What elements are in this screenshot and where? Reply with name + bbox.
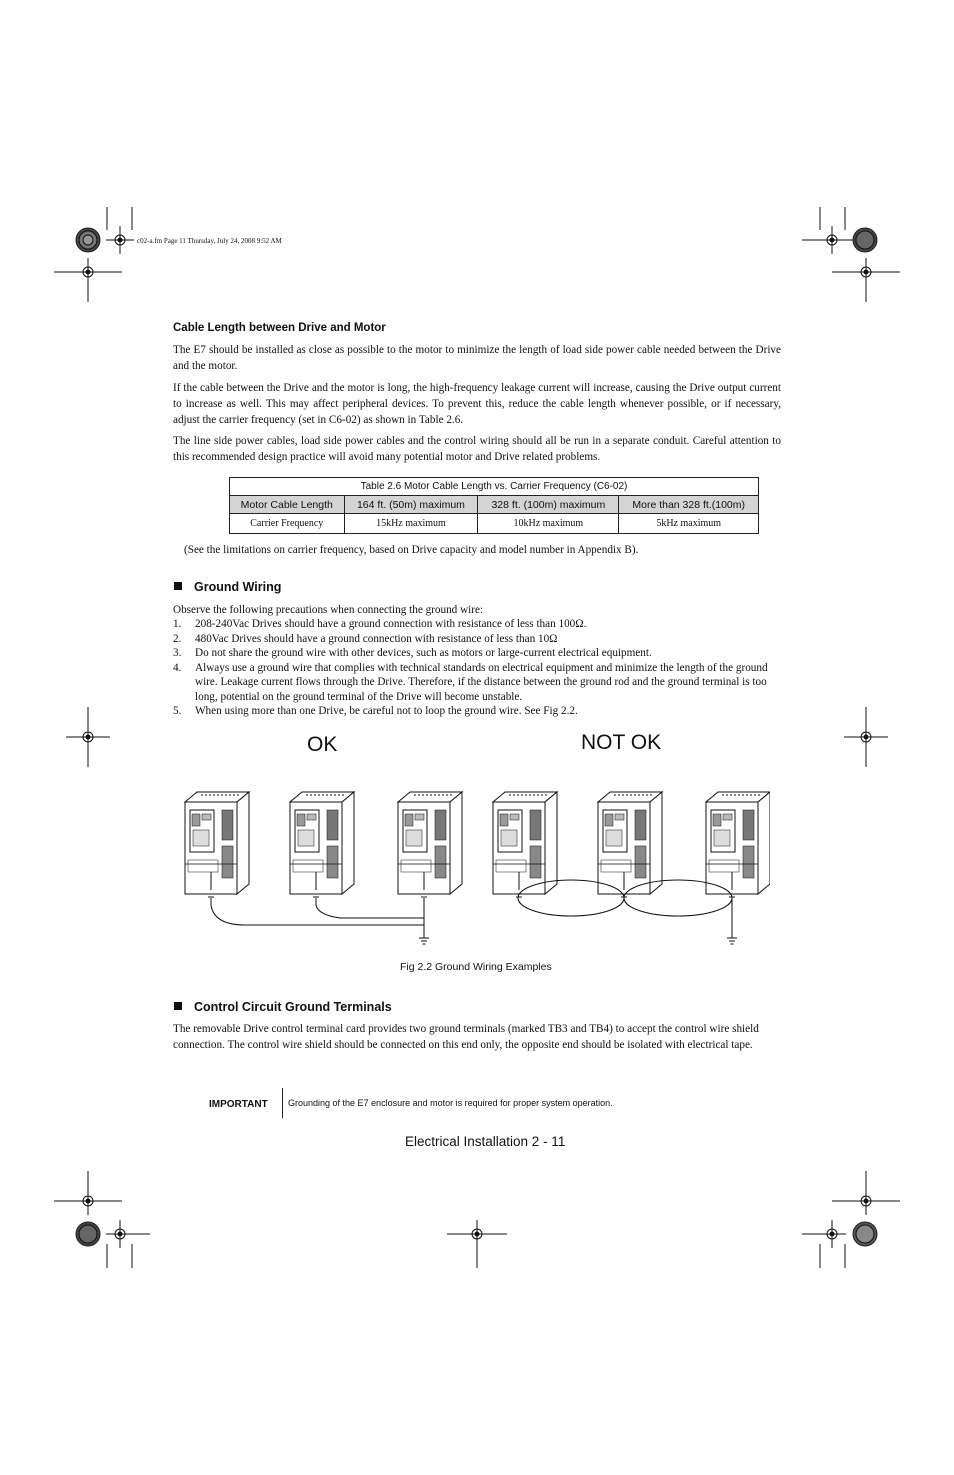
bullet-square-icon xyxy=(174,1002,182,1010)
list-item: 3. Do not share the ground wire with other devices, such as motors or large-current electrical equipment. xyxy=(173,647,652,659)
ground-heading: Ground Wiring xyxy=(194,580,282,594)
figure-label-ok: OK xyxy=(307,733,338,756)
cable-para-3: The line side power cables, load side power cables and the control wiring should all be run in a separate conduit. Careful attention to this recommended design practice will avoid many potential motor and Drive related problems. xyxy=(173,435,781,463)
table-header-cell: Motor Cable Length xyxy=(230,496,345,514)
table-cell: 15kHz maximum xyxy=(344,514,478,534)
table-caption: Table 2.6 Motor Cable Length vs. Carrier Frequency (C6-02) xyxy=(230,478,759,496)
table-note: (See the limitations on carrier frequency, based on Drive capacity and model number in Appendix B). xyxy=(184,544,639,556)
notok-drive-3 xyxy=(706,792,770,894)
list-item: 4. Always use a ground wire that complies with technical standards on electrical equipment and minimize the length of the ground wire. Leakage current flows through the Drive. Therefore, if the distance between the ground rod and the ground terminal is too long, potential on the ground terminal of the Drive will become unstable. xyxy=(173,661,768,703)
list-item: 2. 480Vac Drives should have a ground connection with resistance of less than 10Ω xyxy=(173,632,558,645)
page-footer: Electrical Installation 2 - 11 xyxy=(405,1134,566,1149)
cable-para-1: The E7 should be installed as close as possible to the motor to minimize the length of load side power cable needed between the Drive and the motor. xyxy=(173,344,781,372)
ok-drive-1 xyxy=(185,792,249,894)
notok-drive-2 xyxy=(598,792,662,894)
table-header-cell: 328 ft. (100m) maximum xyxy=(478,496,619,514)
ground-heading-row xyxy=(174,580,281,594)
ground-intro: Observe the following precautions when connecting the ground wire: xyxy=(173,604,484,616)
ground-list xyxy=(173,617,783,719)
important-label: IMPORTANT xyxy=(209,1099,268,1110)
table-cell: 10kHz maximum xyxy=(478,514,619,534)
figure-caption: Fig 2.2 Ground Wiring Examples xyxy=(400,961,552,973)
bullet-square-icon xyxy=(174,582,182,590)
table-header-cell: More than 328 ft.(100m) xyxy=(619,496,759,514)
control-paragraph: The removable Drive control terminal card provides two ground terminals (marked TB3 and TB4) to accept the control wire shield connection. The control wire shield should be connected on this end only, the opposite end should be isolated with electrical tape. xyxy=(173,1023,759,1051)
important-text: Grounding of the E7 enclosure and motor is required for proper system operation. xyxy=(288,1098,613,1108)
cable-heading: Cable Length between Drive and Motor xyxy=(173,322,386,334)
table-cell: 5kHz maximum xyxy=(619,514,759,534)
cable-para-2: If the cable between the Drive and the motor is long, the high-frequency leakage current will increase, causing the Drive output current to increase as well. This may affect peripheral devices. To prevent this, reduce the cable length whenever possible, or if necessary, adjust the carrier frequency (set in C6-02) as shown in Table 2.6. xyxy=(173,382,781,426)
ok-drive-3 xyxy=(398,792,462,894)
table-header-cell: 164 ft. (50m) maximum xyxy=(344,496,478,514)
control-heading: Control Circuit Ground Terminals xyxy=(194,1000,392,1014)
ground-wiring-diagram xyxy=(170,780,770,955)
list-item: 5. When using more than one Drive, be careful not to loop the ground wire. See Fig 2.2. xyxy=(173,705,578,717)
notok-drive-1 xyxy=(493,792,557,894)
cable-length-table xyxy=(229,477,759,534)
ok-drive-2 xyxy=(290,792,354,894)
table-cell: Carrier Frequency xyxy=(230,514,345,534)
file-slug: c02-a.fm Page 11 Thursday, July 24, 2008 9:52 AM xyxy=(137,237,282,245)
control-heading-row xyxy=(174,1000,392,1014)
list-item: 1. 208-240Vac Drives should have a ground connection with resistance of less than 100Ω. xyxy=(173,618,587,630)
figure-label-not-ok: NOT OK xyxy=(581,731,662,754)
